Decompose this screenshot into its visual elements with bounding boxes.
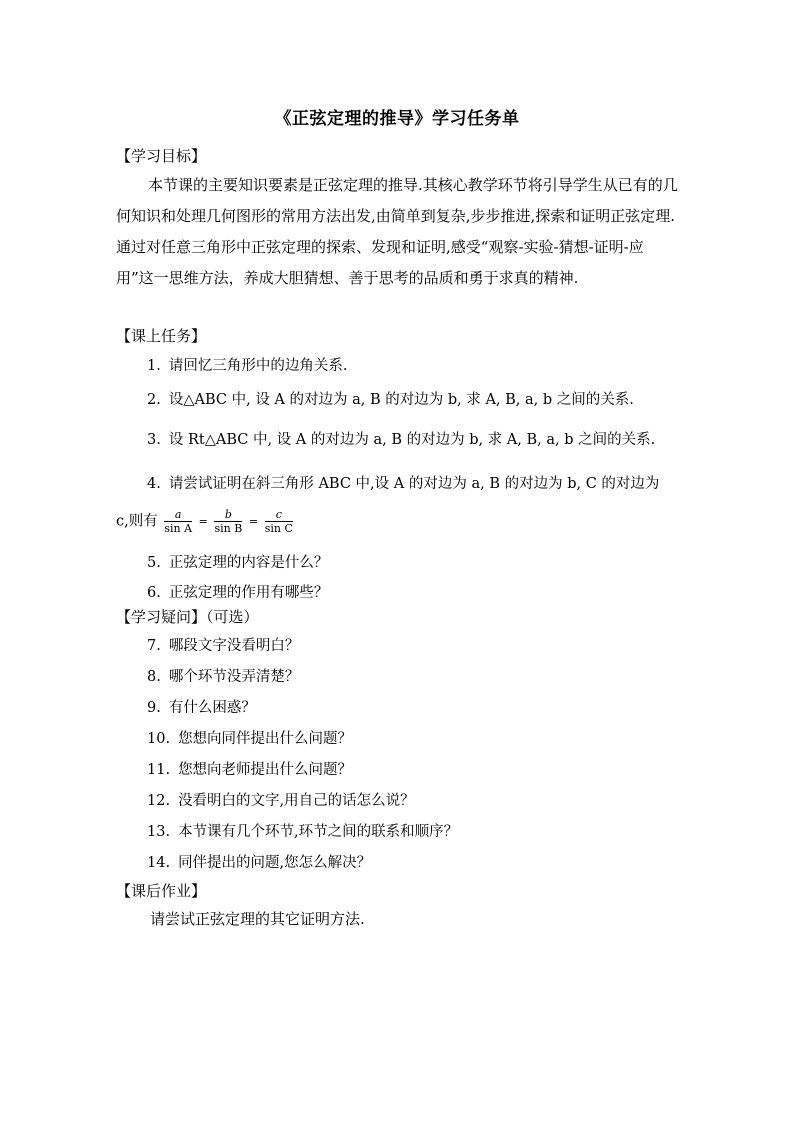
task-item-6 — [147, 581, 328, 602]
question-item-number: 14. — [147, 855, 171, 871]
page-title: 《正弦定理的推导》学习任务单 — [274, 109, 520, 129]
question-item-10 — [147, 727, 352, 748]
task-item-number: 5. — [147, 555, 161, 571]
question-item-8 — [147, 665, 299, 686]
task-item-text: 请回忆三角形中的边角关系. — [168, 358, 348, 374]
task-item-text: 正弦定理的内容是什么？ — [168, 555, 329, 571]
equals-sign: = — [248, 515, 259, 528]
question-item-text: 哪段文字没看明白？ — [168, 638, 300, 654]
task-item-1 — [147, 354, 347, 375]
task-item-text: 请尝试证明在斜三角形 ABC 中,设 A 的对边为 a, B 的对边为 b, C 的对边为 — [168, 476, 660, 492]
goals-paragraph: 本节课的主要知识要素是正弦定理的推导.其核心教学环节将引导学生从已有的几何知识和处理几何图形的常用方法出发,由简单到复杂,步步推进,探索和证明正弦定理.通过对任意三角形中正弦定理的探索、发现和证明,感受“观察-实验-猜想-证明-应用”这一思维方法，养成大胆猜想、善于思考的品质和勇于求真的精神. — [116, 176, 678, 287]
question-item-number: 13. — [147, 824, 171, 840]
fraction-denominator: sin C — [264, 522, 293, 535]
question-item-text: 没看明白的文字,用自己的话怎么说？ — [178, 793, 415, 809]
question-item-7 — [147, 634, 299, 655]
fraction-c-over-sinC — [265, 508, 293, 535]
question-item-14 — [147, 851, 371, 872]
question-item-text: 哪个环节没弄清楚？ — [168, 669, 300, 685]
question-item-text: 有什么困惑？ — [168, 700, 256, 716]
goals-heading: 【学习目标】 — [116, 147, 207, 165]
question-item-text: 本节课有几个环节,环节之间的联系和顺序？ — [178, 824, 459, 840]
question-item-13 — [147, 820, 458, 841]
question-item-number: 11. — [147, 762, 171, 778]
task-item-text: 正弦定理的作用有哪些？ — [168, 585, 329, 601]
homework-heading: 【课后作业】 — [116, 882, 207, 900]
task-item-text: 设 Rt△ABC 中, 设 A 的对边为 a, B 的对边为 b, 求 A, B, a, b 之间的关系. — [168, 432, 656, 448]
fraction-denominator: sin A — [164, 522, 193, 535]
task-item-2 — [147, 388, 634, 409]
task-item-text: 设△ABC 中, 设 A 的对边为 a, B 的对边为 b, 求 A, B, a, b 之间的关系. — [168, 392, 634, 408]
question-item-number: 8. — [147, 669, 161, 685]
fraction-a-over-sinA — [164, 508, 192, 535]
question-item-9 — [147, 696, 256, 717]
questions-heading: 【学习疑问】（可选） — [116, 608, 259, 626]
fraction-numerator: b — [214, 508, 242, 522]
question-item-text: 同伴提出的问题,您怎么解决？ — [178, 855, 372, 871]
fraction-numerator: c — [265, 508, 293, 522]
task-item-number: 6. — [147, 585, 161, 601]
question-item-number: 12. — [147, 793, 171, 809]
fraction-denominator: sin B — [214, 522, 243, 535]
question-item-text: 您想向老师提出什么问题？ — [178, 762, 353, 778]
task-item-number: 3. — [147, 432, 161, 448]
fraction-b-over-sinB — [214, 508, 242, 535]
equals-sign: = — [198, 515, 208, 528]
tasks-heading: 【课上任务】 — [116, 327, 207, 345]
question-item-number: 10. — [147, 731, 171, 747]
task-item-number: 4. — [147, 476, 161, 492]
task-item-number: 1. — [147, 358, 161, 374]
task-item-number: 2. — [147, 392, 161, 408]
formula-prefix: c,则有 — [116, 513, 158, 530]
task-item-4 — [147, 472, 659, 493]
task-item-3 — [147, 428, 655, 449]
question-item-number: 9. — [147, 700, 161, 716]
question-item-12 — [147, 789, 415, 810]
homework-text: 请尝试正弦定理的其它证明方法. — [150, 910, 365, 928]
question-item-text: 您想向同伴提出什么问题？ — [178, 731, 353, 747]
task-item-5 — [147, 551, 328, 572]
task-item-4-formula — [116, 508, 295, 535]
question-item-11 — [147, 758, 352, 779]
question-item-number: 7. — [147, 638, 161, 654]
fraction-numerator: a — [164, 508, 192, 522]
